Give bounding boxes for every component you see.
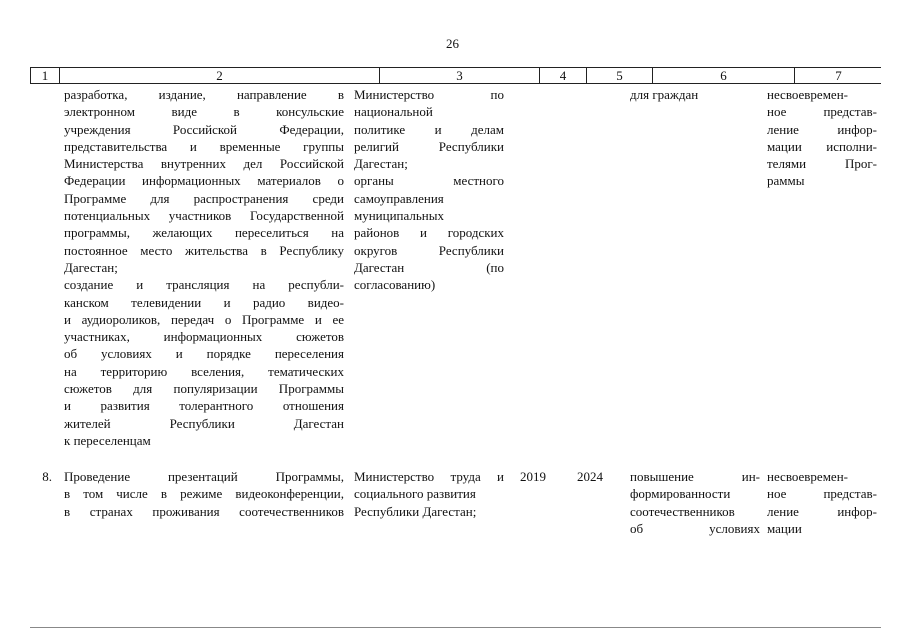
consequence-cell: несвоевремен- ное представ- ление инфор- мации исполни- телями Прог- раммы bbox=[767, 87, 877, 189]
executor-cell: Министерство труда и социального развития Республики Дагестан; bbox=[354, 469, 504, 519]
bottom-divider bbox=[30, 627, 881, 628]
header-col-4: 4 bbox=[540, 68, 587, 83]
header-col-7: 7 bbox=[835, 68, 842, 83]
table-header-row bbox=[30, 67, 881, 84]
activity-cell: разработка, издание, направление в электронном виде в консульские учреждения Российской Федерации, представительства и временные группы Министерства внутренних дел Российской Федерации информационных материалов о Программе для распространения среди потенциальных участников Государственной программы, желающих переселиться на постоянное место жительства в Республику Дагестан; создание и трансляция на республи- канском телевидении и радио видео- и аудиороликов, передач о Программе и ее участниках, информационных сюжетов об условиях и порядке переселения на территорию вселения, тематических сюжетов для популяризации Программы и развития толерантного отношения жителей Республики Дагестан к переселенцам bbox=[64, 87, 344, 448]
activity-cell: Проведение презентаций Программы, в том числе в режиме видеоконференции, в странах проживания соотечественников bbox=[64, 469, 344, 519]
result-cell: для граждан bbox=[630, 87, 699, 102]
executor-cell: Министерство по национальной политике и делам религий Республики Дагестан; органы местного самоуправления муниципальных районов и городских округов Республики Дагестан (по согласованию) bbox=[354, 87, 504, 293]
result-cell: повышение ин- формированности соотечественников об условиях bbox=[630, 469, 760, 536]
row-number: 8. bbox=[42, 469, 52, 484]
header-col-3: 3 bbox=[380, 68, 540, 83]
page-number: 26 bbox=[446, 36, 459, 51]
end-year: 2024 bbox=[577, 469, 603, 484]
header-col-6: 6 bbox=[653, 68, 795, 83]
header-col-2: 2 bbox=[60, 68, 380, 83]
consequence-cell: несвоевремен- ное представ- ление инфор- мации bbox=[767, 469, 877, 536]
start-year: 2019 bbox=[520, 469, 546, 484]
header-col-5: 5 bbox=[587, 68, 653, 83]
header-col-1: 1 bbox=[31, 68, 60, 83]
